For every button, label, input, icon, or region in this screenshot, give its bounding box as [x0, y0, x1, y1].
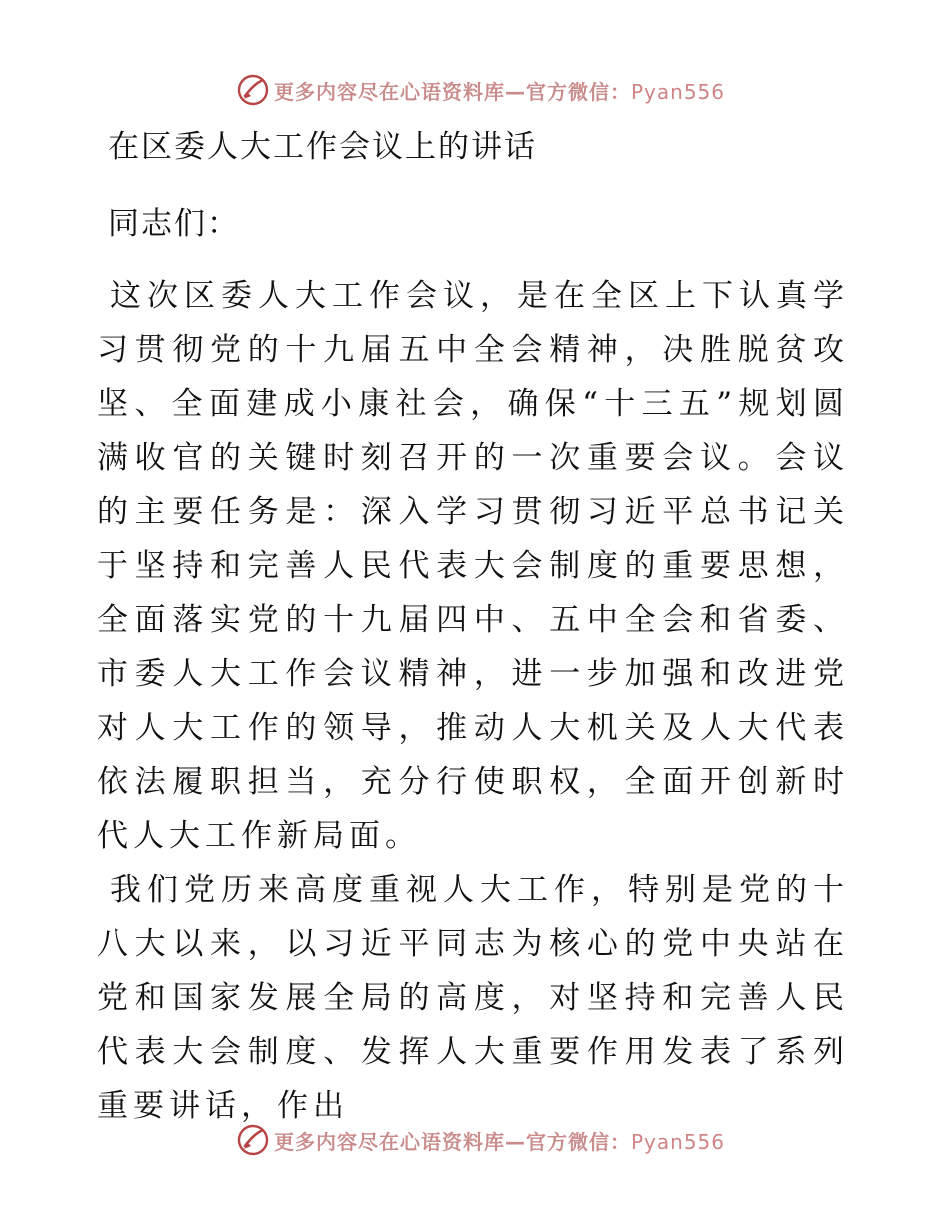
watermark-text: 更多内容尽在心语资料库—官方微信：Pyan556	[274, 79, 726, 104]
watermark-account: Pyan556	[631, 1129, 726, 1154]
salutation: 同志们：	[108, 206, 240, 242]
paragraph-text: 这次区委人大工作会议，是在全区上下认真学习贯彻党的十九届五中全会精神，决胜脱贫攻坚、全面建成小康社会，确保“十三五”规划圆满收官的关键时刻召开的一次重要会议。会议的主要任务是：深入学习贯彻习近平总书记关于坚持和完善人民代表大会制度的重要思想，全面落实党的十九届四中、五中全会和省委、市委人大工作会议精神，进一步加强和改进党对人大工作的领导，推动人大机关及人大代表依法履职担当，充分行使职权，全面开创新时代人大工作新局面。	[97, 278, 849, 854]
document-title: 在区委人大工作会议上的讲话	[108, 129, 537, 165]
footer-watermark	[236, 1122, 725, 1158]
header-watermark	[236, 72, 725, 108]
watermark-account: Pyan556	[631, 79, 726, 104]
paragraph	[97, 269, 849, 863]
watermark-text: 更多内容尽在心语资料库—官方微信：Pyan556	[274, 1129, 726, 1154]
paragraph-text: 我们党历来高度重视人大工作，特别是党的十八大以来，以习近平同志为核心的党中央站在党和国家发展全局的高度，对坚持和完善人民代表大会制度、发挥人大重要作用发表了系列重要讲话，作出	[97, 872, 849, 1124]
pen-logo-icon	[236, 1123, 270, 1157]
pen-logo-icon	[236, 73, 270, 107]
paragraph	[97, 863, 849, 1133]
